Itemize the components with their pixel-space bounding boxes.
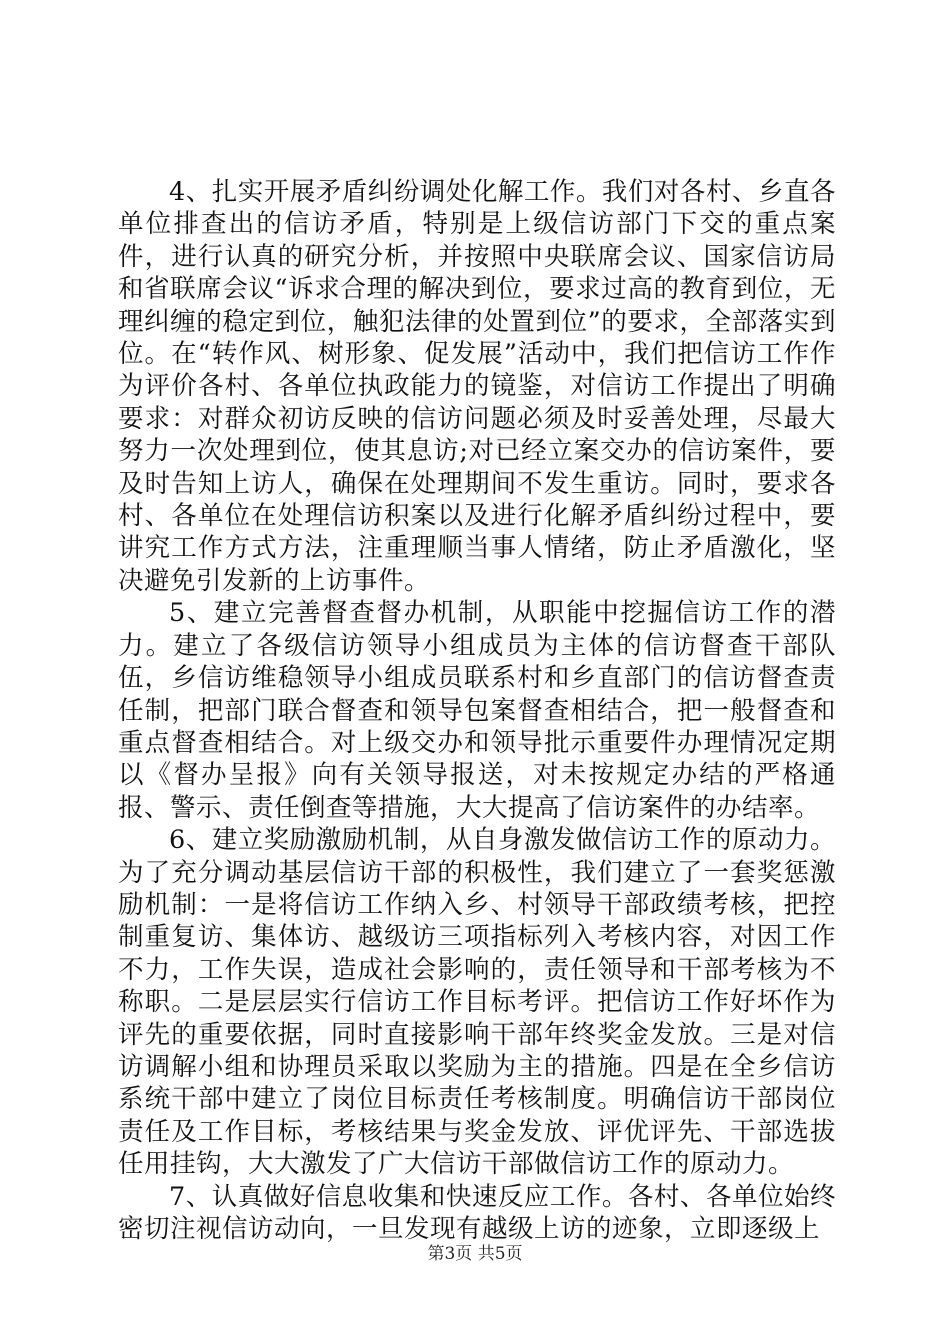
- paragraph-7: 7、认真做好信息收集和快速反应工作。各村、各单位始终密切注视信访动向，一旦发现有越级上访的迹象，立即逐级上: [118, 1181, 836, 1244]
- paragraph-6: 6、建立奖励激励机制，从自身激发做信访工作的原动力。为了充分调动基层信访干部的积极性，我们建立了一套奖惩激励机制：一是将信访工作纳入乡、村领导干部政绩考核，把控制重复访、集体访、越级访三项指标列入考核内容，对因工作不力，工作失误，造成社会影响的，责任领导和干部考核为不称职。二是层层实行信访工作目标考评。把信访工作好坏作为评先的重要依据，同时直接影响干部年终奖金发放。三是对信访调解小组和协理员采取以奖励为主的措施。四是在全乡信访系统干部中建立了岗位目标责任考核制度。明确信访干部岗位责任及工作目标，考核结果与奖金发放、评优评先、干部选拔任用挂钩，大大激发了广大信访干部做信访工作的原动力。: [118, 825, 836, 1180]
- paragraph-4: 4、扎实开展矛盾纠纷调处化解工作。我们对各村、乡直各单位排查出的信访矛盾，特别是上级信访部门下交的重点案件，进行认真的研究分析，并按照中央联席会议、国家信访局和省联席会议“诉求合理的解决到位，要求过高的教育到位，无理纠缠的稳定到位，触犯法律的处置到位”的要求，全部落实到位。在“转作风、树形象、促发展”活动中，我们把信访工作作为评价各村、各单位执政能力的镜鉴，对信访工作提出了明确要求：对群众初访反映的信访问题必须及时妥善处理，尽最大努力一次处理到位，使其息访;对已经立案交办的信访案件，要及时告知上访人，确保在处理期间不发生重访。同时，要求各村、各单位在处理信访积案以及进行化解矛盾纠纷过程中，要讲究工作方式方法，注重理顺当事人情绪，防止矛盾激化，坚决避免引发新的上访事件。: [118, 177, 836, 596]
- page-footer: 第3页 共5页: [427, 1244, 523, 1264]
- document-body: [118, 176, 836, 1245]
- paragraph-5: 5、建立完善督查督办机制，从职能中挖掘信访工作的潜力。建立了各级信访领导小组成员为主体的信访督查干部队伍，乡信访维稳领导小组成员联系村和乡直部门的信访督查责任制，把部门联合督查和领导包案督查相结合，把一般督查和重点督查相结合。对上级交办和领导批示重要件办理情况定期以《督办呈报》向有关领导报送，对未按规定办结的严格通报、警示、责任倒查等措施，大大提高了信访案件的办结率。: [118, 598, 836, 823]
